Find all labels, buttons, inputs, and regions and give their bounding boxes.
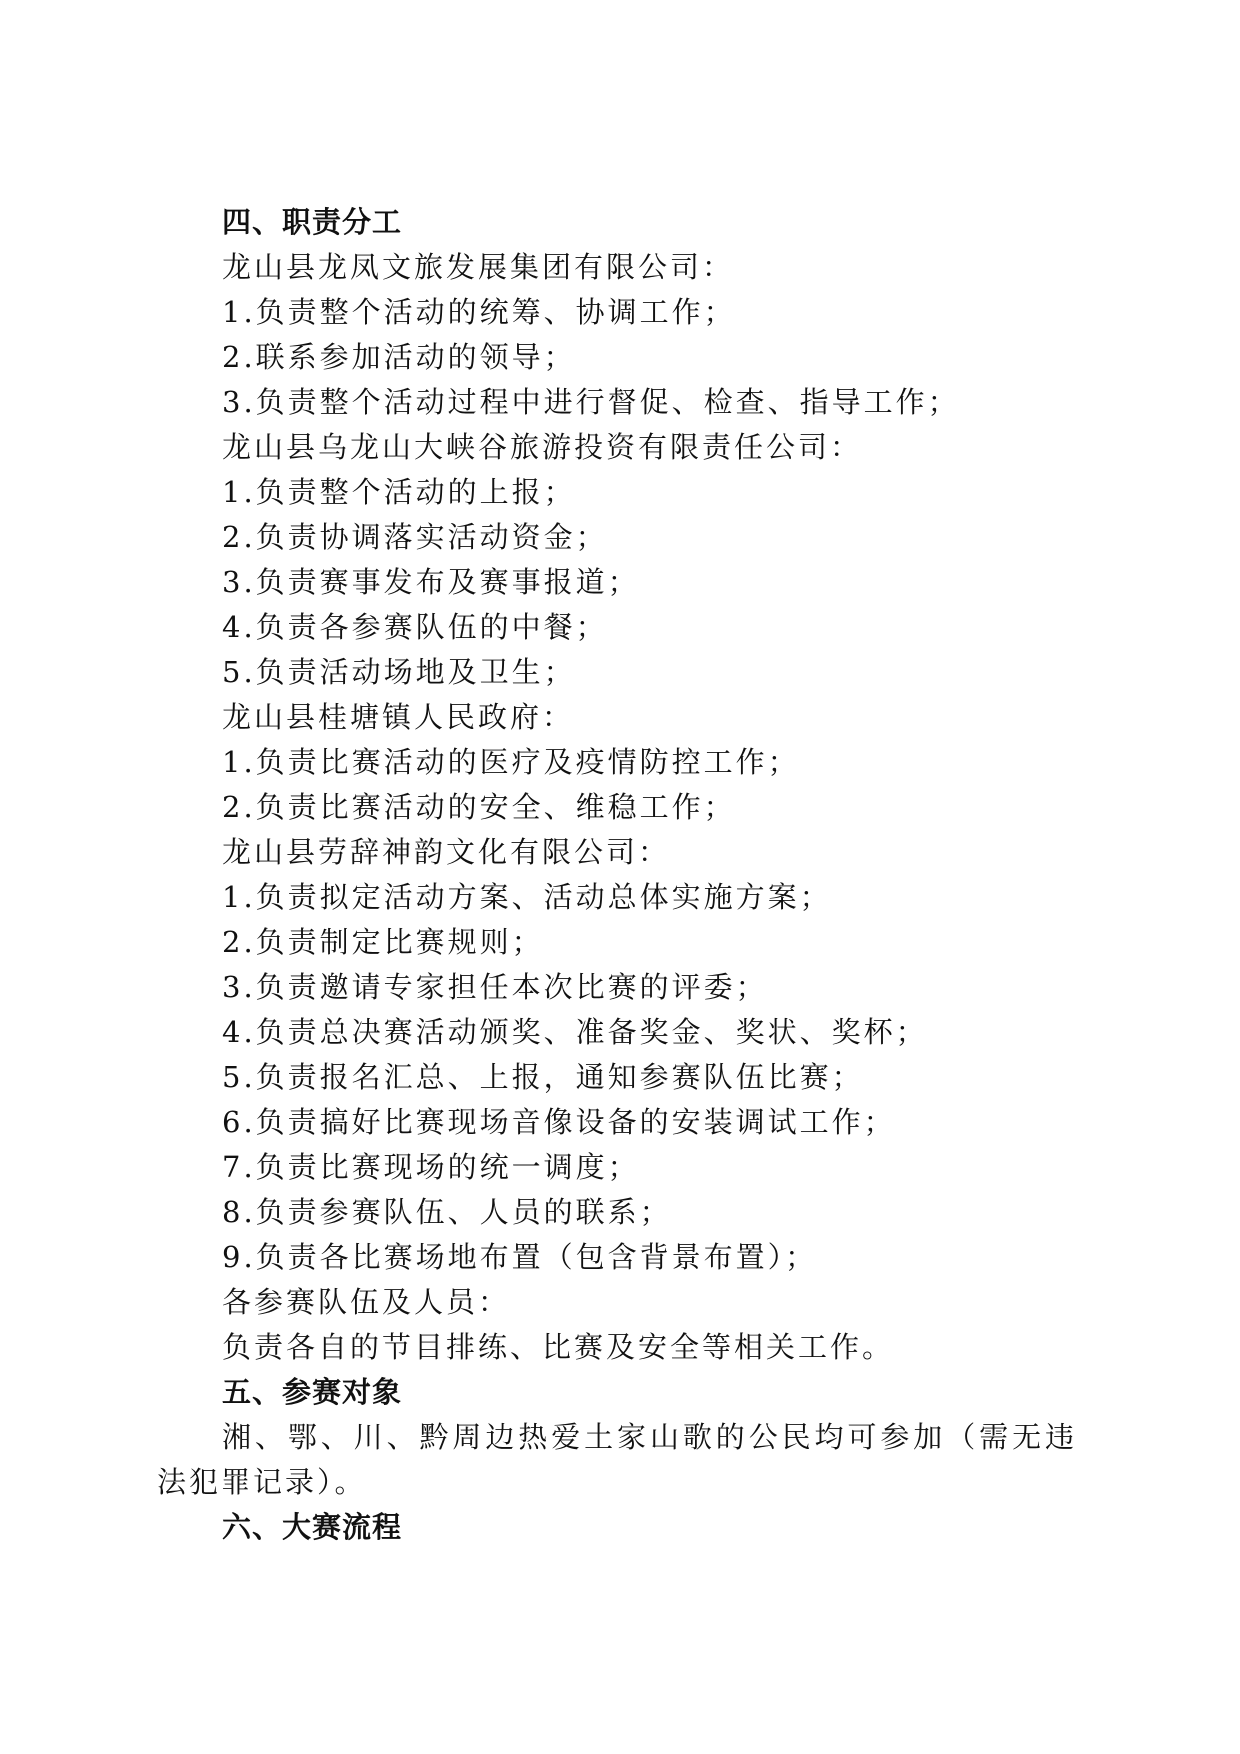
org-name-guitang: 龙山县桂塘镇人民政府： xyxy=(222,700,575,734)
duty-item: 6.负责搞好比赛现场音像设备的安装调试工作； xyxy=(222,1105,896,1139)
duty-item: 2.负责比赛活动的安全、维稳工作； xyxy=(222,790,736,824)
duty-item: 3.负责整个活动过程中进行督促、检查、指导工作； xyxy=(222,385,960,419)
duty-item: 5.负责报名汇总、上报，通知参赛队伍比赛； xyxy=(222,1060,864,1094)
duty-item: 8.负责参赛队伍、人员的联系； xyxy=(222,1195,672,1229)
org-name-teams: 各参赛队伍及人员： xyxy=(222,1285,511,1319)
duty-item: 1.负责比赛活动的医疗及疫情防控工作； xyxy=(222,745,800,779)
duty-item: 9.负责各比赛场地布置（包含背景布置）； xyxy=(222,1240,818,1274)
duty-item: 2.负责制定比赛规则； xyxy=(222,925,544,959)
duty-item: 1.负责整个活动的统筹、协调工作； xyxy=(222,295,736,329)
eligibility-paragraph: 湘、鄂、川、黔周边热爱土家山歌的公民均可参加（需无违法犯罪记录）。 xyxy=(157,1420,1077,1499)
section-heading-five: 五、参赛对象 xyxy=(222,1375,403,1409)
duty-item: 5.负责活动场地及卫生； xyxy=(222,655,576,689)
org-name-wulongshan: 龙山县乌龙山大峡谷旅游投资有限责任公司： xyxy=(222,430,863,464)
duty-item: 3.负责赛事发布及赛事报道； xyxy=(222,565,640,599)
org-name-longfeng: 龙山县龙凤文旅发展集团有限公司： xyxy=(222,250,735,284)
section-heading-six: 六、大赛流程 xyxy=(222,1510,403,1544)
duty-item: 4.负责各参赛队伍的中餐； xyxy=(222,610,608,644)
duty-item: 4.负责总决赛活动颁奖、准备奖金、奖状、奖杯； xyxy=(222,1015,928,1049)
org-name-laoci: 龙山县劳辞神韵文化有限公司： xyxy=(222,835,671,869)
duty-item: 3.负责邀请专家担任本次比赛的评委； xyxy=(222,970,768,1004)
duty-item: 1.负责整个活动的上报； xyxy=(222,475,576,509)
duty-item: 负责各自的节目排练、比赛及安全等相关工作。 xyxy=(222,1330,895,1364)
section-heading-four: 四、职责分工 xyxy=(222,205,403,239)
duty-item: 7.负责比赛现场的统一调度； xyxy=(222,1150,640,1184)
duty-item: 2.联系参加活动的领导； xyxy=(222,340,576,374)
duty-item: 2.负责协调落实活动资金； xyxy=(222,520,608,554)
duty-item: 1.负责拟定活动方案、活动总体实施方案； xyxy=(222,880,832,914)
